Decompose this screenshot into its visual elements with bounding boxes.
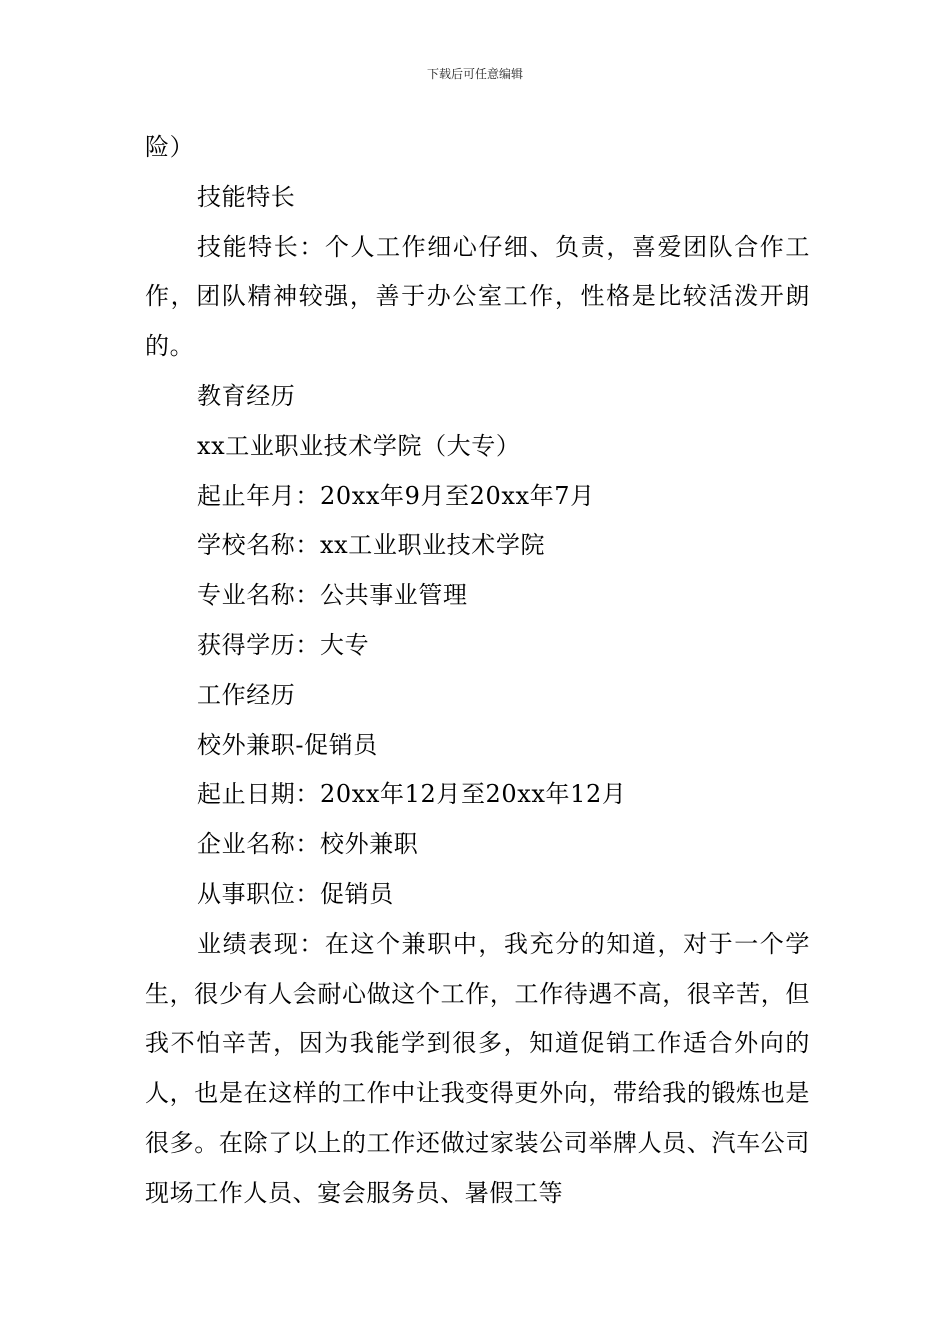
education-school-title: xx工业职业技术学院（大专） xyxy=(197,431,521,460)
education-degree: 获得学历：大专 xyxy=(197,630,370,659)
paragraph-skills: 技能特长：个人工作细心仔细、负责，喜爱团队合作工作，团队精神较强，善于办公室工作，性格是比较活泼开朗的。 xyxy=(145,232,810,361)
paragraph-continuation: 险） xyxy=(145,133,195,161)
education-major: 专业名称：公共事业管理 xyxy=(197,581,468,610)
work-period: 起止日期：20xx年12月至20xx年12月 xyxy=(197,780,627,809)
work-position: 从事职位：促销员 xyxy=(197,879,394,908)
work-title: 校外兼职-促销员 xyxy=(197,730,378,759)
page-header-note: 下载后可任意编辑 xyxy=(426,67,523,81)
document-body xyxy=(145,123,810,1219)
section-heading-education: 教育经历 xyxy=(197,381,296,410)
work-company: 企业名称：校外兼职 xyxy=(197,830,419,859)
education-school-name: 学校名称：xx工业职业技术学院 xyxy=(197,531,546,560)
section-heading-work: 工作经历 xyxy=(197,680,296,709)
work-performance: 业绩表现：在这个兼职中，我充分的知道，对于一个学生，很少有人会耐心做这个工作，工作待遇不高，很辛苦，但我不怕辛苦，因为我能学到很多，知道促销工作适合外向的人，也是在这样的工作中让我变得更外向，带给我的锻炼也是很多。在除了以上的工作还做过家装公司举牌人员、汽车公司现场工作人员、宴会服务员、暑假工等 xyxy=(145,929,810,1207)
section-heading-skills: 技能特长 xyxy=(197,182,296,211)
education-period: 起止年月：20xx年9月至20xx年7月 xyxy=(197,481,595,510)
